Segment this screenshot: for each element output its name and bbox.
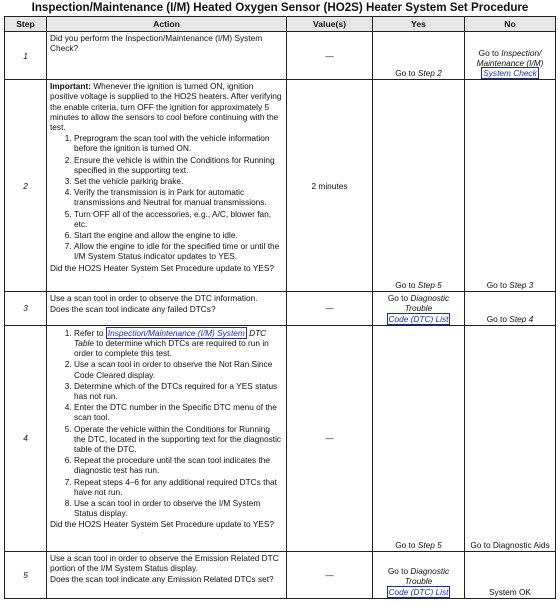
header-action: Action	[47, 17, 287, 32]
value-cell: —	[287, 32, 373, 80]
step-number: 2	[5, 80, 47, 292]
list-item: 4. Verify the transmission is in Park for automatic transmissions and Neutral for manual transmissions.	[74, 187, 283, 207]
step-ref: Step 3	[509, 280, 534, 290]
no-cell: System OK	[465, 551, 556, 598]
important-label: Important:	[50, 81, 92, 92]
no-cell: Go to Diagnostic Aids	[465, 325, 556, 551]
no-cell: Go to Step 4	[465, 292, 556, 326]
step-ref: Step 4	[509, 313, 534, 324]
important-text: Whenever the ignition is turned ON, ignition positive voltage is supplied to the HO2S heaters. After verifying the enable criteria, turn OFF the ignition for approximately 5 minutes to allow the sensors to cool before continuing with the test.	[50, 81, 282, 133]
dtc-list-link[interactable]: Code (DTC) List	[388, 586, 449, 597]
table-header-row	[5, 17, 556, 32]
step-ref: Step 2	[417, 68, 442, 78]
dtc-list-link[interactable]: Code (DTC) List	[388, 313, 449, 324]
yes-cell: Go to Diagnostic Trouble Code (DTC) List	[373, 551, 465, 598]
list-item: 3. Set the vehicle parking brake.	[74, 176, 283, 186]
step-number: 4	[5, 325, 47, 551]
no-cell: Go to Inspection/ Maintenance (I/M) System Check	[465, 32, 556, 80]
question-text: Did the HO2S Heater System Set Procedure update to YES?	[50, 262, 274, 273]
procedure-table	[4, 16, 556, 599]
list-item: 8. Use a scan tool in order to observe the I/M System Status display.	[74, 498, 283, 518]
list-item: 1. Preprogram the scan tool with the vehicle information before the ignition is turned ON.	[74, 133, 283, 153]
question-text: Did the HO2S Heater System Set Procedure update to YES?	[50, 519, 274, 530]
list-item: 5. Operate the vehicle within the Conditions for Running the DTC, located in the supporting text for the diagnostic table of the DTC.	[74, 424, 283, 455]
action-cell	[47, 551, 287, 598]
action-cell	[47, 292, 287, 326]
procedure-list	[50, 133, 283, 261]
question-text: Does the scan tool indicate any failed DTCs?	[50, 304, 216, 315]
action-cell	[47, 80, 287, 292]
header-values: Value(s)	[287, 17, 373, 32]
list-item: 2. Ensure the vehicle is within the Conditions for Running specified in the supporting text.	[74, 155, 283, 175]
list-item: 7. Allow the engine to idle for the specified time or until the I/M System Status indicator updates to YES.	[74, 241, 283, 261]
page-title: Inspection/Maintenance (I/M) Heated Oxygen Sensor (HO2S) Heater System Set Procedure	[31, 1, 529, 14]
action-cell	[47, 32, 287, 80]
list-item: 5. Turn OFF all of the accessories, e.g., A/C, blower fan, etc.	[74, 209, 283, 229]
action-text: Did you perform the Inspection/Maintenance (I/M) System Check?	[50, 33, 263, 54]
table-row	[5, 292, 556, 326]
value-cell: 2 minutes	[287, 80, 373, 292]
value-cell: —	[287, 325, 373, 551]
list-item: 2. Use a scan tool in order to observe the Not Ran Since Code Cleared display.	[74, 359, 283, 379]
question-text: Does the scan tool indicate any Emission Related DTCs set?	[50, 574, 274, 585]
step-number: 5	[5, 551, 47, 598]
value-cell: —	[287, 551, 373, 598]
value-cell: —	[287, 292, 373, 326]
system-check-link[interactable]: System Check	[483, 68, 537, 78]
table-row	[5, 32, 556, 80]
header-no: No	[465, 17, 556, 32]
list-item: 6. Repeat the procedure until the scan tool indicates the diagnostic test has run.	[74, 455, 283, 475]
action-cell	[47, 325, 287, 551]
table-row	[5, 551, 556, 598]
list-item: 3. Determine which of the DTCs required for a YES status has not run.	[74, 381, 283, 401]
header-yes: Yes	[373, 17, 465, 32]
yes-cell: Go to Diagnostic Trouble Code (DTC) List	[373, 292, 465, 326]
action-text: Use a scan tool in order to observe the DTC information.	[50, 293, 258, 304]
list-item: 7. Repeat steps 4–6 for any additional required DTCs that have not run.	[74, 477, 283, 497]
list-item: 1. Refer to Inspection/Maintenance (I/M) System DTC Table to determine which DTCs are required to run in order to complete this test.	[74, 328, 283, 359]
yes-cell: Go to Step 5	[373, 325, 465, 551]
yes-cell: Go to Step 2	[373, 32, 465, 80]
table-row	[5, 80, 556, 292]
table-row	[5, 325, 556, 551]
step-ref: Step 5	[417, 539, 442, 550]
list-item: 4. Enter the DTC number in the Specific DTC menu of the scan tool.	[74, 402, 283, 422]
step-ref: Step 5	[417, 280, 442, 290]
step-number: 3	[5, 292, 47, 326]
im-system-dtc-table-link[interactable]: Inspection/Maintenance (I/M) System	[107, 327, 245, 338]
no-cell: Go to Step 3	[465, 80, 556, 292]
list-item: 6. Start the engine and allow the engine to idle.	[74, 230, 283, 240]
step-number: 1	[5, 32, 47, 80]
procedure-list	[50, 328, 283, 519]
action-text: Use a scan tool in order to observe the Emission Related DTC portion of the I/M System Status display.	[50, 552, 279, 574]
yes-cell: Go to Step 5	[373, 80, 465, 292]
header-step: Step	[5, 17, 47, 32]
